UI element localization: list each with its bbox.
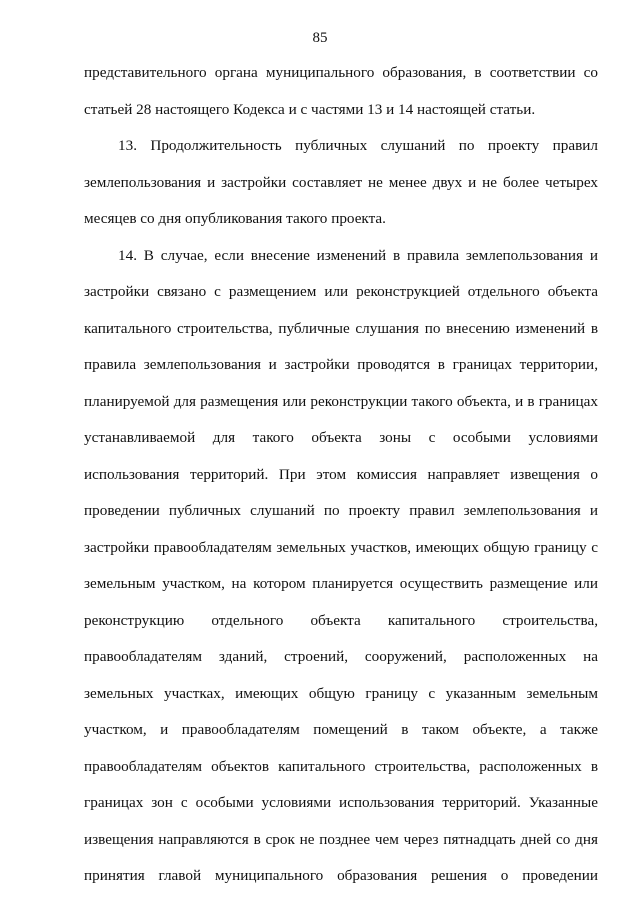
- text-line: 13. Продолжительность публичных слушаний по проекту правил: [118, 137, 598, 154]
- text-line: участком, и правообладателям помещений в таком объекте, а также: [84, 721, 598, 738]
- text-line: правообладателям зданий, строений, сооружений, расположенных на: [84, 648, 598, 665]
- text-line: извещения направляются в срок не позднее чем через пятнадцать дней со дня: [84, 830, 598, 848]
- document-body: [84, 55, 598, 895]
- text-line: застройки связано с размещением или реконструкцией отдельного объекта: [84, 283, 598, 300]
- text-line: планируемой для размещения или реконструкции такого объекта, и в границах: [84, 392, 598, 410]
- text-line: принятия главой муниципального образования решения о проведении: [84, 867, 598, 884]
- text-line: реконструкцию отдельного объекта капитального строительства,: [84, 611, 598, 629]
- text-line: застройки правообладателям земельных участков, имеющих общую границу с: [84, 538, 598, 556]
- paragraph-14: [84, 238, 598, 895]
- text-line: 14. В случае, если внесение изменений в правила землепользования и: [118, 246, 598, 264]
- page-number: 85: [312, 30, 328, 46]
- text-line: правообладателям объектов капитального строительства, расположенных в: [84, 757, 598, 775]
- text-line: использования территорий. При этом комиссия направляет извещения о: [84, 465, 598, 483]
- text-line: статьей 28 настоящего Кодекса и с частями 13 и 14 настоящей статьи.: [84, 100, 536, 118]
- text-line: представительного органа муниципального образования, в соответствии со: [84, 64, 598, 81]
- paragraph-13: [84, 128, 598, 238]
- text-line: капитального строительства, публичные слушания по внесению изменений в: [84, 319, 598, 337]
- text-line: земельных участках, имеющих общую границу с указанным земельным: [84, 684, 598, 702]
- text-line: проведении публичных слушаний по проекту правил землепользования и: [84, 502, 598, 519]
- text-line: правила землепользования и застройки проводятся в границах территории,: [84, 356, 598, 373]
- paragraph-continuation: [84, 55, 598, 128]
- text-line: границах зон с особыми условиями использования территорий. Указанные: [84, 794, 598, 811]
- text-line: устанавливаемой для такого объекта зоны с особыми условиями: [84, 429, 598, 446]
- text-line: земельным участком, на котором планируется осуществить размещение или: [84, 575, 598, 592]
- text-line: месяцев со дня опубликования такого проекта.: [84, 210, 386, 227]
- text-line: землепользования и застройки составляет не менее двух и не более четырех: [84, 173, 598, 191]
